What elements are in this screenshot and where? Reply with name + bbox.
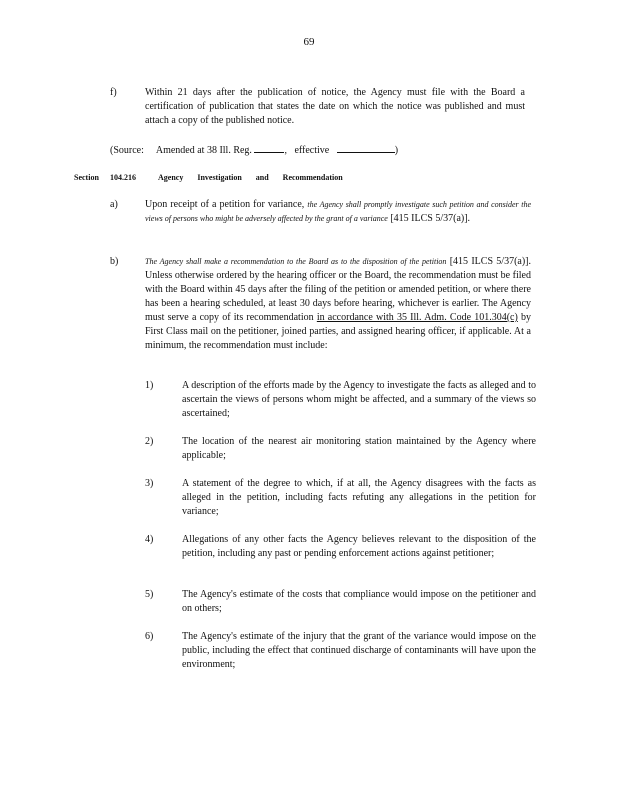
item-a-lead: Upon receipt of a petition for variance, xyxy=(145,199,305,210)
source-effective: effective xyxy=(294,145,330,156)
sub-item-text: The location of the nearest air monitoring station maintained by the Agency where applicable; xyxy=(182,436,536,461)
item-f-text: Within 21 days after the publication of notice, the Agency must file with the Board a certification of publication that states the date on which the notice was published and must attach a copy of the published notice. xyxy=(145,87,525,126)
sub-item-label: 1) xyxy=(145,380,154,391)
item-b-underlined-text: in accordance with 35 Ill. Adm. Code 101.304(c) xyxy=(316,312,518,323)
item-b-statute-text: The Agency shall make a recommendation to the Board as to the disposition of the petition xyxy=(145,257,447,266)
sub-item-label: 4) xyxy=(145,534,154,545)
item-a-label: a) xyxy=(110,199,118,210)
item-a-citation: [415 ILCS 5/37(a)]. xyxy=(390,213,471,224)
item-a-text xyxy=(145,198,531,226)
source-label: (Source: xyxy=(110,145,144,156)
sub-item-text: A description of the efforts made by the Agency to investigate the facts as alleged and to ascertain the views of persons whom might be affected, and a summary of the views so ascertained; xyxy=(182,380,536,419)
sub-item-label: 5) xyxy=(145,589,154,600)
section-number: 104.216 xyxy=(110,173,136,182)
sub-item-text: Allegations of any other facts the Agency believes relevant to the disposition of the petition, including any past or pending enforcement actions against petitioner; xyxy=(182,534,536,559)
sub-item-text: The Agency's estimate of the injury that the grant of the variance would impose on the public, including the effect that continued discharge of contaminants will have upon the environment; xyxy=(182,631,536,670)
source-close: ) xyxy=(394,145,399,156)
sub-item-label: 2) xyxy=(145,436,154,447)
sub-item-text: A statement of the degree to which, if at all, the Agency disagrees with the facts as alleged in the petition, including facts refuting any allegations in the petition for variance; xyxy=(182,478,536,517)
page-number: 69 xyxy=(303,36,315,48)
item-a-statute-text: the Agency shall promptly investigate such petition and consider the views of persons who might be adversely affected by the grant of a variance xyxy=(145,200,531,223)
item-b-text-part1: [415 ILCS 5/37(a)]. Unless otherwise ordered by the hearing officer or the Board, the recommendation must be filed with the Board within 45 days after the filing of the petition or amended petition, or where there has been a hearing scheduled, at least 30 days before hearing, whichever is earlier. The Agency must serve a copy of its recommendation xyxy=(145,256,531,323)
sub-item-label: 6) xyxy=(145,631,154,642)
item-b-text-part2: by First Class mail on the petitioner, joined parties, and assigned hearing officer, if applicable. At a minimum, the recommendation must include: xyxy=(145,312,532,351)
item-b-text xyxy=(145,255,531,353)
item-b-label: b) xyxy=(110,256,119,267)
source-amended: Amended at 38 Ill. Reg. xyxy=(155,145,252,156)
register-page-blank xyxy=(254,143,284,153)
sub-item-label: 3) xyxy=(145,478,154,489)
effective-date-blank xyxy=(337,143,395,153)
item-f-label: f) xyxy=(110,87,117,98)
source-note: (Source: Amended at 38 Ill. Reg. , effective ) xyxy=(110,145,399,156)
sub-item-text: The Agency's estimate of the costs that compliance would impose on the petitioner and on others; xyxy=(182,589,536,614)
section-title: Agency Investigation and Recommendation xyxy=(158,173,343,182)
section-word: Section xyxy=(74,173,99,182)
